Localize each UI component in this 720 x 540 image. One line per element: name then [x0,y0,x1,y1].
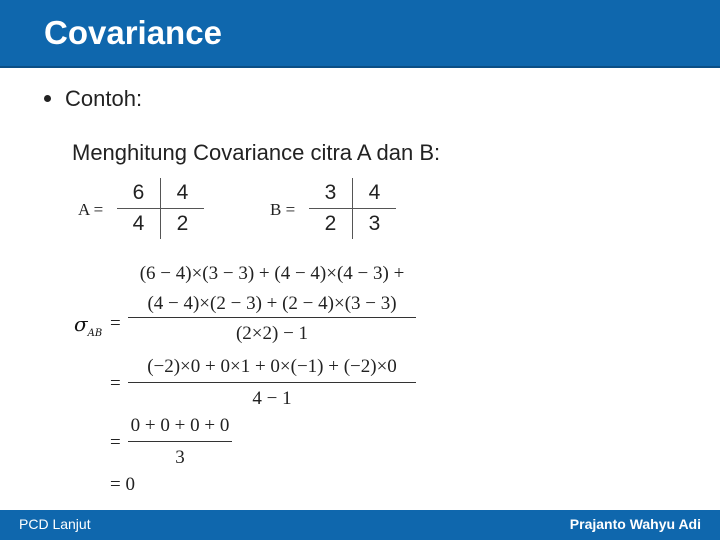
step3-denominator: 3 [128,441,232,469]
matrix-b-cell: 3 [368,212,381,235]
title-bar [0,0,720,68]
step1-denominator: (2×2) − 1 [128,317,416,345]
fraction-step2 [128,356,416,410]
matrix-a-label: A = [78,200,104,219]
step1-numerator-line2: (4 − 4)×(2 − 3) + (2 − 4)×(3 − 3) [147,293,397,314]
subtitle-text: Menghitung Covariance citra A dan B: [72,140,441,165]
sigma-symbol [74,312,102,339]
matrix-a-cell: 4 [161,178,205,209]
equals-3: = [110,432,121,453]
result: = 0 [110,474,135,495]
bullet-text: Contoh: [65,86,143,111]
matrix-a-cell: 2 [176,212,189,235]
slide-title: Covariance [44,14,222,51]
step1-numerator-line1: (6 − 4)×(3 − 3) + (4 − 4)×(4 − 3) + [139,263,405,284]
fraction-step3 [128,415,232,469]
bullet-dot-icon [44,95,51,102]
footer-bar [0,510,720,540]
step2-denominator: 4 − 1 [128,382,416,410]
equals-2: = [110,373,121,394]
matrix-b-cell: 2 [309,209,353,240]
fraction-step1 [128,263,416,345]
matrix-b-cell: 3 [309,178,353,209]
equals-1: = [110,313,121,334]
bullet-item [44,86,142,112]
matrix-a-cell: 4 [117,209,161,240]
matrix-b-label: B = [270,200,296,219]
matrix-a [117,178,204,239]
sigma-char: σ [74,312,88,336]
matrix-b [309,178,396,239]
footer-right: Prajanto Wahyu Adi [569,516,701,532]
matrix-a-cell: 6 [117,178,161,209]
sigma-subscript: AB [87,328,103,339]
matrix-b-cell: 4 [353,178,397,209]
step2-numerator: (−2)×0 + 0×1 + 0×(−1) + (−2)×0 [147,356,397,377]
footer-left: PCD Lanjut [19,516,91,532]
step3-numerator: 0 + 0 + 0 + 0 [130,415,230,436]
